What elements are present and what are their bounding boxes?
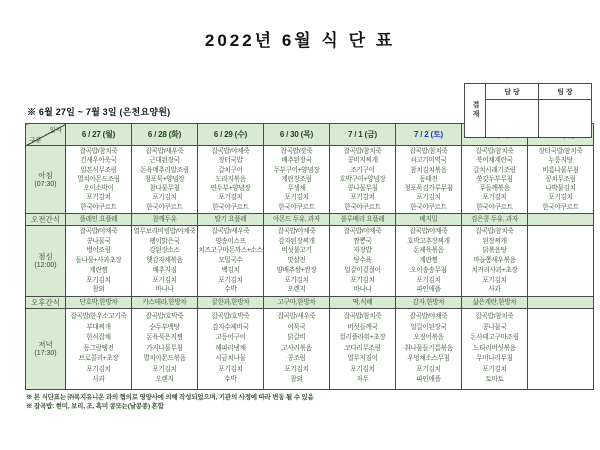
note-line: ※ 본 식단표는 ㈜복지유니온 과의 협의로 영양사에 의해 작성되었으며, 기관의 사정에 따라 변동 될 수 있음 (26, 394, 314, 401)
page-title: 2022년 6월 식 단 표 (204, 31, 396, 50)
menu-item: 고등어구이 (215, 334, 246, 342)
menu-item: 누룽지탕 (548, 157, 573, 165)
menu-cell-dinner (462, 309, 528, 390)
menu-item: 참치김치볶음 (410, 166, 447, 174)
menu-item: 닭볶음탕 (482, 247, 507, 255)
menu-item: 콩나물무침 (347, 185, 378, 193)
menu-item: 감자수제비국 (212, 323, 249, 331)
menu-item: 우엉채소스무침 (407, 355, 450, 363)
menu-cell-snack-am (198, 214, 264, 226)
menu-item: 근대된장국 (149, 157, 180, 165)
menu-item: 갈치구이 (218, 166, 243, 174)
menu-item: 계란찜 (419, 257, 438, 265)
menu-item: 동그랑땡전 (83, 344, 114, 352)
menu-item: 버섯불고기 (281, 247, 312, 255)
menu-item: 열무지짐이 (347, 355, 378, 363)
menu-item: 참나물무침 (149, 185, 180, 193)
menu-item: 코다리무조림 (344, 344, 381, 352)
menu-item: 한국야쿠르트 (542, 203, 579, 211)
menu-item: 삶은계란,한방차 (472, 299, 517, 306)
menu-item: 백김치 (221, 266, 240, 274)
menu-item: 잡곡밥/참치죽 (343, 147, 382, 155)
menu-item: 잡곡밥/야채죽 (79, 228, 118, 236)
menu-item: 포기김치 (548, 194, 573, 202)
menu-item: 포기김치 (86, 365, 111, 373)
menu-cell-breakfast (66, 146, 132, 214)
menu-cell-breakfast (396, 146, 462, 214)
meal-plan-table (25, 123, 594, 390)
menu-item: 한국야쿠르트 (278, 203, 315, 211)
date-header: 6 / 27 (월) (66, 124, 132, 146)
menu-item: 콩나물국 (86, 237, 111, 245)
menu-item: 포기김치 (482, 194, 507, 202)
menu-cell-snack-am (330, 214, 396, 226)
menu-item: 얼갈이된장국 (410, 323, 447, 331)
menu-item: 짬뽕국 (353, 237, 372, 245)
menu-item: 갈치시래기조림 (473, 166, 516, 174)
menu-item: 조기구이 (350, 166, 375, 174)
menu-item: 취나물들기름볶음 (404, 344, 453, 352)
menu-cell-breakfast (528, 146, 594, 214)
menu-item: 오징어볶음 (413, 334, 444, 342)
row-dinner (26, 309, 594, 390)
approval-col-timjang: 팀 장 (539, 84, 592, 100)
menu-item: 비름나물무침 (542, 166, 579, 174)
row-breakfast (26, 146, 594, 214)
menu-item: 사과 (92, 376, 105, 384)
menu-item: 참외 (92, 286, 105, 294)
menu-item: 포기김치 (482, 276, 507, 284)
menu-item: 연두부+양념장 (210, 185, 251, 193)
menu-cell-snack-pm (396, 297, 462, 309)
date-header: 7 / 1 (금) (330, 124, 396, 146)
menu-item: 돈육묵은지찜 (146, 334, 183, 342)
menu-item: 청포묵김가루무침 (404, 185, 453, 193)
menu-cell-snack-am (528, 214, 594, 226)
row-label-time: (17:30) (34, 350, 57, 357)
menu-item: 돌나물+사과초장 (75, 257, 122, 265)
menu-item: 오렌지 (155, 376, 174, 384)
menu-item: 시금치나물 (215, 355, 246, 363)
menu-item: 토마토 (485, 376, 504, 384)
row-label-text: 오전간식 (31, 215, 60, 224)
menu-item: 잡곡밥/참치죽 (79, 147, 118, 155)
menu-item: 배추지짐 (152, 266, 177, 274)
menu-item: 잡곡밥/참치죽 (409, 147, 448, 155)
row-label-time: (12:00) (34, 262, 57, 269)
menu-item: 포기김치 (218, 276, 243, 284)
menu-item: 닭갈비 (287, 334, 306, 342)
menu-item: 팽이맑은국 (149, 237, 180, 245)
menu-item: 자두 (356, 376, 369, 384)
menu-item: 잡곡밥/호박죽 (145, 312, 184, 320)
menu-item: 일본식무조림 (80, 166, 117, 174)
note-line: ※ 잡곡밥: 현미, 보리, 조, 흑미 콩또는(낱콩종) 혼합 (26, 403, 164, 410)
menu-item: 한국야쿠르트 (410, 203, 447, 211)
menu-item: 치커리사과+초장 (471, 266, 518, 274)
menu-item: 포기김치 (284, 365, 309, 373)
menu-item: 잡곡밥/야채죽 (277, 228, 316, 236)
menu-cell-snack-am (264, 214, 330, 226)
approval-box (464, 83, 592, 138)
menu-item: 사과 (488, 286, 501, 294)
menu-item: 멸치아몬드볶음 (143, 355, 186, 363)
menu-item: 잡곡밥/새우죽 (277, 312, 316, 320)
date-header: 6 / 28 (화) (132, 124, 198, 146)
menu-item: 한국야쿠르트 (476, 203, 513, 211)
menu-item: 돈사태고구마조림 (470, 334, 519, 342)
menu-cell-lunch (264, 226, 330, 297)
menu-item: 콩비지찌개 (347, 157, 378, 165)
menu-item: 호박고추장찌개 (407, 237, 450, 245)
menu-item: 쇠고기미역국 (410, 157, 447, 165)
menu-item: 포기김치 (350, 365, 375, 373)
menu-item: 포기김치 (218, 194, 243, 202)
menu-item: 오이소박이 (83, 185, 114, 193)
menu-item: 잡곡밥/새우죽 (145, 147, 184, 155)
menu-item: 동태전 (419, 175, 438, 183)
menu-item: 순두부백탕 (149, 323, 180, 331)
menu-item: 베지밀 (419, 216, 438, 223)
menu-item: 카스테라,한방차 (142, 299, 187, 306)
menu-item: 검은콩 두유, 과자 (470, 216, 519, 223)
menu-item: 병어조림 (86, 247, 111, 255)
menu-cell-breakfast (198, 146, 264, 214)
menu-item: 수박 (224, 376, 237, 384)
date-header: 6 / 29 (수) (198, 124, 264, 146)
menu-cell-snack-am (396, 214, 462, 226)
menu-cell-lunch (330, 226, 396, 297)
menu-item: 장터국밥/참치죽 (538, 147, 583, 155)
menu-item: 참외 (290, 376, 303, 384)
approval-sign-cell (539, 100, 592, 138)
corner-cell (26, 124, 66, 146)
menu-item: 잡곡밥/한우소고기죽 (70, 312, 127, 320)
menu-item: 포기김치 (284, 276, 309, 284)
menu-item: 콩조림 (287, 355, 306, 363)
menu-item: 북어채계란국 (476, 157, 513, 165)
menu-item: 포기김치 (152, 276, 177, 284)
approval-stamp-label: 결재 (465, 84, 486, 138)
menu-item: 꿀한과,한방차 (211, 299, 250, 306)
menu-cell-breakfast (264, 146, 330, 214)
menu-cell-snack-pm (132, 297, 198, 309)
date-header: 6 / 30 (목) (264, 124, 330, 146)
menu-item: 포기김치 (86, 276, 111, 284)
menu-item: 딸기 요플레 (214, 216, 247, 223)
menu-item: 청포묵+양념장 (144, 175, 185, 183)
menu-item: 무들깨볶음 (479, 185, 510, 193)
menu-item: 건새우아욱국 (80, 157, 117, 165)
menu-item: 파인애플 (416, 376, 441, 384)
menu-item: 한국야쿠르트 (212, 203, 249, 211)
row-label-text: 저녁 (38, 340, 53, 349)
row-lunch (26, 226, 594, 297)
menu-item: 계란장조림 (281, 175, 312, 183)
menu-item: 버섯들깨국 (347, 323, 378, 331)
menu-item: 쑥갓두부무침 (476, 175, 513, 183)
menu-item: 단호박,한방차 (79, 299, 118, 306)
menu-item: 포기김치 (416, 194, 441, 202)
menu-item: 나박물김치 (545, 185, 576, 193)
menu-cell-snack-pm (330, 297, 396, 309)
menu-item: 참깨두유 (152, 216, 177, 223)
menu-cell-dinner (330, 309, 396, 390)
date-header: 7 / 2 (토) (396, 124, 462, 146)
menu-item: 햇감자채볶음 (146, 257, 183, 265)
menu-item: 맛살전 (287, 257, 306, 265)
menu-item: 고사리볶음 (281, 344, 312, 352)
menu-item: 어묵국 (287, 323, 306, 331)
menu-item: 아몬드 두유, 과자 (272, 216, 321, 223)
menu-cell-dinner (132, 309, 198, 390)
menu-item: 배추된장국 (281, 157, 312, 165)
menu-cell-dinner (264, 309, 330, 390)
menu-item: 포기김치 (86, 194, 111, 202)
menu-item: 고구마,한방차 (277, 299, 316, 306)
menu-item: 얼갈이겉절이 (344, 266, 381, 274)
corner-label-category: 구분 (29, 137, 42, 144)
row-label-breakfast (26, 146, 66, 214)
menu-item: 강된장소스 (149, 247, 180, 255)
menu-cell-lunch (198, 226, 264, 297)
menu-item: 두부구이+양념장 (273, 166, 320, 174)
menu-item: 된장찌개 (482, 237, 507, 245)
row-label-snack-am (26, 214, 66, 226)
menu-item: 포기김치 (350, 276, 375, 284)
menu-cell-dinner (66, 309, 132, 390)
row-label-text: 오후간식 (31, 298, 60, 307)
row-label-lunch (26, 226, 66, 297)
menu-cell-snack-am (66, 214, 132, 226)
menu-item: 잡곡밥/잣죽 (280, 147, 313, 155)
menu-item: 브로콜리+초장 (78, 355, 119, 363)
menu-item: 해파리냉채 (215, 344, 246, 352)
menu-item: 양배추쌈+쌈장 (276, 266, 317, 274)
menu-item: 수박 (224, 286, 237, 294)
menu-item: 장터국밥 (218, 157, 243, 165)
page (0, 26, 600, 450)
menu-item: 가지나물무침 (146, 344, 183, 352)
menu-item: 포기김치 (152, 365, 177, 373)
menu-item: 포기김치 (482, 365, 507, 373)
menu-cell-lunch (528, 226, 594, 297)
row-label-text: 아침 (38, 170, 53, 180)
menu-item: 포기김치 (152, 194, 177, 202)
menu-item: 잡곡밥/참치죽 (475, 147, 514, 155)
menu-item: 바나나 (155, 286, 174, 294)
menu-item: 한국야쿠르트 (344, 203, 381, 211)
menu-item: 잡곡밥/야채죽 (343, 228, 382, 236)
menu-cell-snack-pm (66, 297, 132, 309)
menu-item: 포기김치 (416, 276, 441, 284)
menu-item: 양송이스프 (215, 237, 246, 245)
menu-item: 느타리버섯볶음 (473, 344, 516, 352)
menu-item: 돈육메추리알조림 (140, 166, 189, 174)
menu-cell-snack-pm (198, 297, 264, 309)
menu-item: 잡곡밥/야채죽 (409, 228, 448, 236)
menu-cell-snack-pm (528, 297, 594, 309)
row-snack-am (26, 214, 594, 226)
menu-item: 무미나리무침 (476, 355, 513, 363)
menu-cell-snack-pm (462, 297, 528, 309)
footnotes (26, 393, 600, 411)
period-subtitle: ※ 6월 27일 ~ 7월 3일 (은천요양원) (27, 107, 171, 117)
menu-cell-breakfast (132, 146, 198, 214)
menu-item: 돈제육볶음 (413, 247, 444, 255)
menu-item: 잡곡밥/참치죽 (343, 312, 382, 320)
menu-item: 감자,한방차 (412, 299, 445, 306)
menu-item: 무생채 (287, 185, 306, 193)
menu-cell-lunch (132, 226, 198, 297)
menu-item: 부대찌개 (86, 323, 111, 331)
menu-item: 한국야쿠르트 (80, 203, 117, 211)
menu-item: 콩나물국 (482, 323, 507, 331)
row-label-text: 점심 (38, 252, 53, 261)
menu-item: 포기김치 (416, 365, 441, 373)
menu-item: 모밀국수 (218, 257, 243, 265)
approval-col-damdang: 담 당 (486, 84, 539, 100)
menu-item: 자장밥 (353, 247, 372, 255)
corner-label-date: 일자 (49, 127, 62, 134)
menu-item: 바나나 (353, 286, 372, 294)
menu-cell-breakfast (462, 146, 528, 214)
menu-item: 포기김치 (284, 194, 309, 202)
menu-item: 치즈고구마돈까스+소스 (198, 247, 263, 255)
menu-item: 한국야쿠르트 (146, 203, 183, 211)
menu-item: 멸치아몬드조림 (77, 175, 120, 183)
row-label-snack-pm (26, 297, 66, 309)
menu-item: 계란찜 (89, 266, 108, 274)
menu-item: 꽁치무조림 (545, 175, 576, 183)
menu-item: 잡곡밥/참치죽 (475, 228, 514, 236)
menu-cell-lunch (66, 226, 132, 297)
row-snack-pm (26, 297, 594, 309)
menu-cell-lunch (462, 226, 528, 297)
menu-cell-snack-am (462, 214, 528, 226)
menu-item: 호박구이+양념장 (339, 175, 386, 183)
menu-item: 열무보리비빔밥/야채죽 (133, 228, 196, 236)
approval-sign-cell (486, 100, 539, 138)
row-label-dinner (26, 309, 66, 390)
menu-item: 잡곡밥/야채죽 (409, 312, 448, 320)
menu-item: 탕수육 (353, 257, 372, 265)
menu-item: 도라지볶음 (215, 175, 246, 183)
menu-item: 마늘쫑새우볶음 (473, 257, 516, 265)
menu-item: 포기김치 (218, 365, 243, 373)
menu-item: 잡곡밥/야채죽 (211, 147, 250, 155)
menu-cell-dinner (528, 309, 594, 390)
menu-item: 한식잡채 (86, 334, 111, 342)
menu-item: 오렌지 (287, 286, 306, 294)
menu-item: 떡,식혜 (352, 299, 373, 306)
menu-cell-lunch (396, 226, 462, 297)
menu-item: 컬리플라워+초장 (339, 334, 386, 342)
menu-item: 잡곡밥/참치죽 (475, 312, 514, 320)
menu-item: 파인애플 (416, 286, 441, 294)
menu-cell-snack-am (132, 214, 198, 226)
menu-cell-dinner (396, 309, 462, 390)
menu-item: 감자된장찌개 (278, 237, 315, 245)
menu-item: 블루베리 요플레 (340, 216, 385, 223)
menu-cell-snack-pm (264, 297, 330, 309)
row-label-time: (07:30) (34, 180, 57, 188)
menu-cell-dinner (198, 309, 264, 390)
menu-item: 잡곡밥/새우죽 (211, 228, 250, 236)
menu-item: 잡곡밥/호박죽 (211, 312, 250, 320)
menu-item: 포기김치 (350, 194, 375, 202)
menu-cell-breakfast (330, 146, 396, 214)
menu-item: 오이송송무침 (410, 266, 447, 274)
menu-item: 플레인 요플레 (79, 216, 118, 223)
